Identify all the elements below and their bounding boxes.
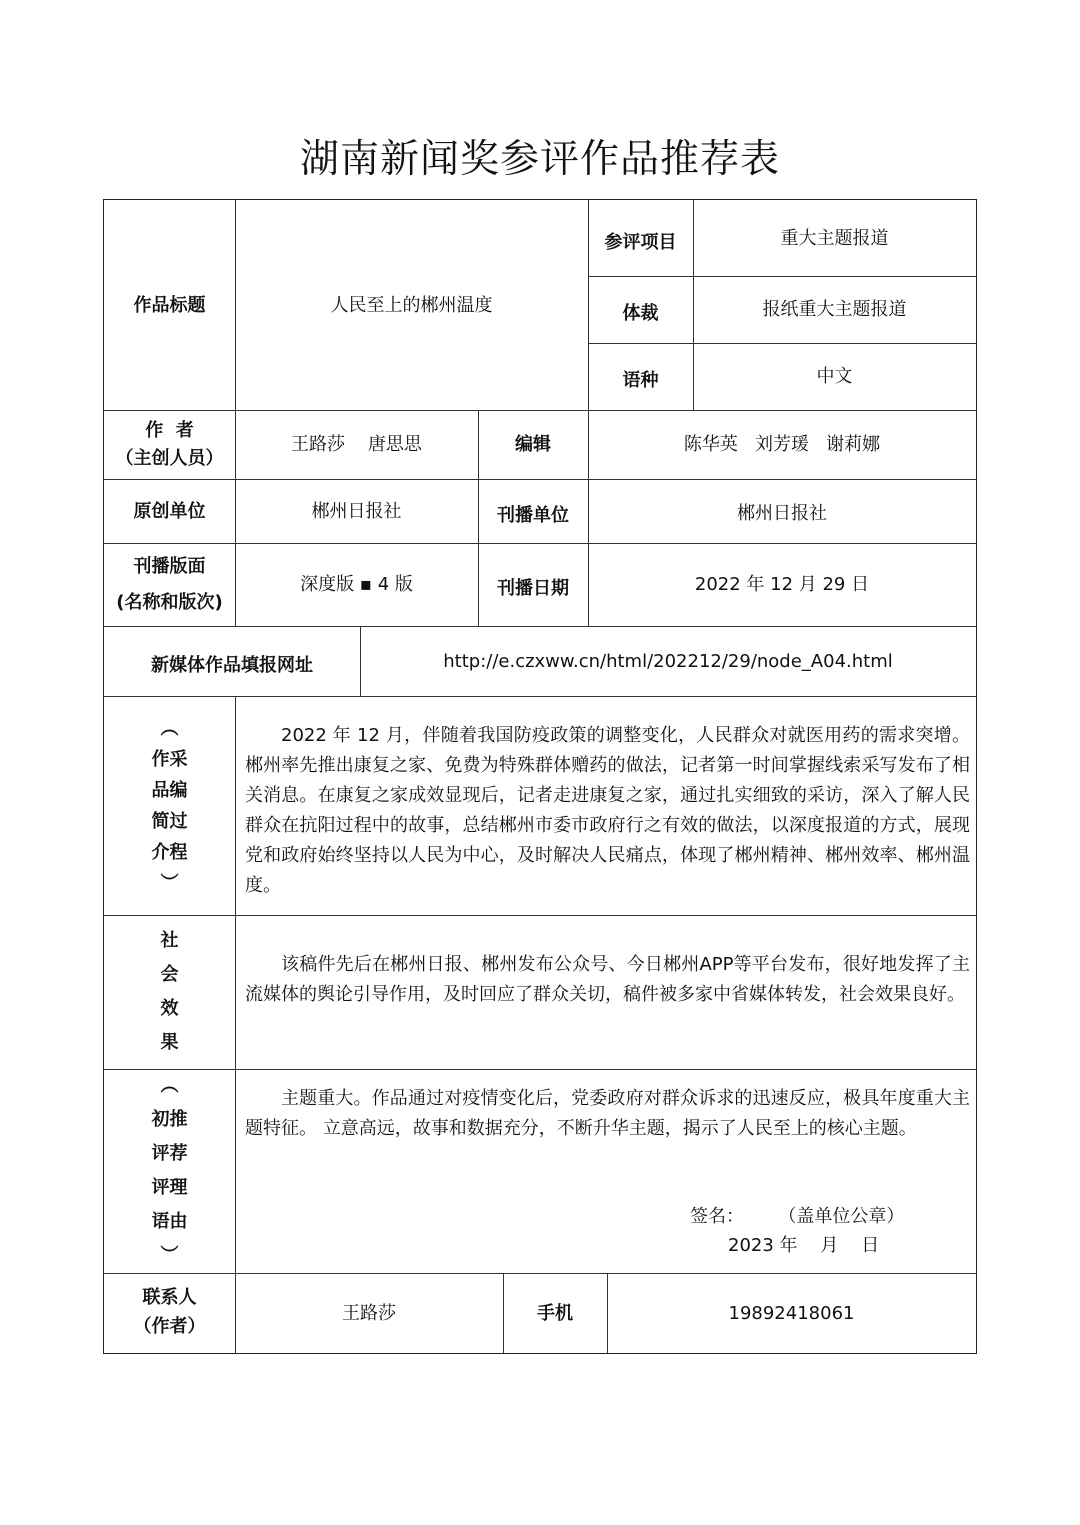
page-label-line1: 刊播版面 <box>133 555 206 577</box>
comment-label-line: ︵ <box>160 1075 179 1096</box>
contact-label-line2: （作者） <box>133 1316 206 1337</box>
phone-label: 手机 <box>537 1302 573 1324</box>
date-label: 刊播日期 <box>497 578 569 599</box>
process-label <box>104 696 235 915</box>
genre-value: 报纸重大主题报道 <box>762 299 907 320</box>
language-label: 语种 <box>622 370 659 391</box>
form-title: 湖南新闻奖参评作品推荐表 <box>299 137 780 182</box>
genre-label: 体裁 <box>622 303 659 324</box>
phone-value: 19892418061 <box>728 1302 855 1324</box>
work-title-value: 人民至上的郴州温度 <box>330 294 493 316</box>
contact-value: 王路莎 <box>342 1302 396 1324</box>
page-value: 深度版 ▪ 4 版 <box>300 574 413 595</box>
author-label-line2: （主创人员） <box>115 447 224 469</box>
author-label-line1: 作 者 <box>145 419 194 441</box>
effect-label-line: 会 <box>160 964 179 985</box>
process-label-line: ︶ <box>160 872 179 894</box>
comment-label <box>104 1069 235 1273</box>
signature-line: 签名： （盖单位公章） <box>690 1206 905 1227</box>
comment-text: 主题重大。作品通过对疫情变化后，党委政府对群众诉求的迅速反应，极具年度重大主题特征。 立意高远，故事和数据充分，不断升华主题，揭示了人民至上的核心主题。 <box>245 1088 970 1139</box>
origin-value: 郴州日报社 <box>311 500 402 522</box>
page-label-line2: (名称和版次) <box>116 591 223 613</box>
sign-date: 2023 年 月 日 <box>728 1235 880 1256</box>
process-label-line: 作采 <box>151 748 188 770</box>
effect-text: 该稿件先后在郴州日报、郴州发布公众号、今日郴州APP等平台发布，很好地发挥了主流媒体的舆论引导作用，及时回应了群众关切，稿件被多家中省媒体转发，社会效果良好。 <box>245 954 970 1005</box>
editor-label: 编辑 <box>515 434 551 455</box>
category-value: 重大主题报道 <box>780 227 889 249</box>
language-value: 中文 <box>816 366 853 387</box>
date-value: 2022 年 12 月 29 日 <box>694 574 870 595</box>
editor-value: 陈华英 刘芳瑗 谢莉娜 <box>683 434 881 455</box>
effect-label-line: 效 <box>160 998 179 1019</box>
contact-label <box>104 1273 235 1353</box>
publisher-label: 刊播单位 <box>497 504 569 526</box>
category-label: 参评项目 <box>604 231 677 253</box>
url-value[interactable]: http://e.czxww.cn/html/202212/29/node_A04.html <box>443 650 893 672</box>
author-value: 王路莎 唐思思 <box>291 434 422 455</box>
origin-label: 原创单位 <box>133 500 206 522</box>
process-label-line: 品编 <box>151 779 188 801</box>
publisher-value: 郴州日报社 <box>737 502 827 524</box>
url-label: 新媒体作品填报网址 <box>151 654 313 676</box>
process-label-line: 简过 <box>151 810 188 832</box>
process-label-line: ︵ <box>160 717 179 739</box>
effect-label-line: 社 <box>160 930 179 951</box>
effect-label-line: 果 <box>160 1032 179 1053</box>
contact-label-line1: 联系人 <box>142 1287 197 1309</box>
process-label-line: 介程 <box>151 841 188 863</box>
comment-label-line: 评荐 <box>151 1143 188 1164</box>
work-title-label: 作品标题 <box>133 294 206 316</box>
col-divider <box>235 696 236 1353</box>
comment-label-line: 语由 <box>151 1211 188 1232</box>
process-text: 2022 年 12 月，伴随着我国防疫政策的调整变化，人民群众对就医用药的需求突增。郴州率先推出康复之家、免费为特殊群体赠药的做法，记者第一时间掌握线索采写发布了相关消息。在康复之家成效显现后，记者走进康复之家，通过扎实细致的采访，深入了解人民群众在抗阳过程中的故事，总结郴州市委市政府行之有效的做法，以深度报道的方式，展现党和政府始终坚持以人民为中心，及时解决人民痛点，体现了郴州精神、郴州效率、郴州温度。 <box>245 725 970 896</box>
effect-label <box>104 915 235 1069</box>
author-label <box>104 410 235 479</box>
comment-label-line: ︶ <box>160 1245 179 1266</box>
comment-label-line: 评理 <box>151 1177 188 1198</box>
comment-label-line: 初推 <box>151 1109 188 1130</box>
page-label <box>104 543 235 626</box>
